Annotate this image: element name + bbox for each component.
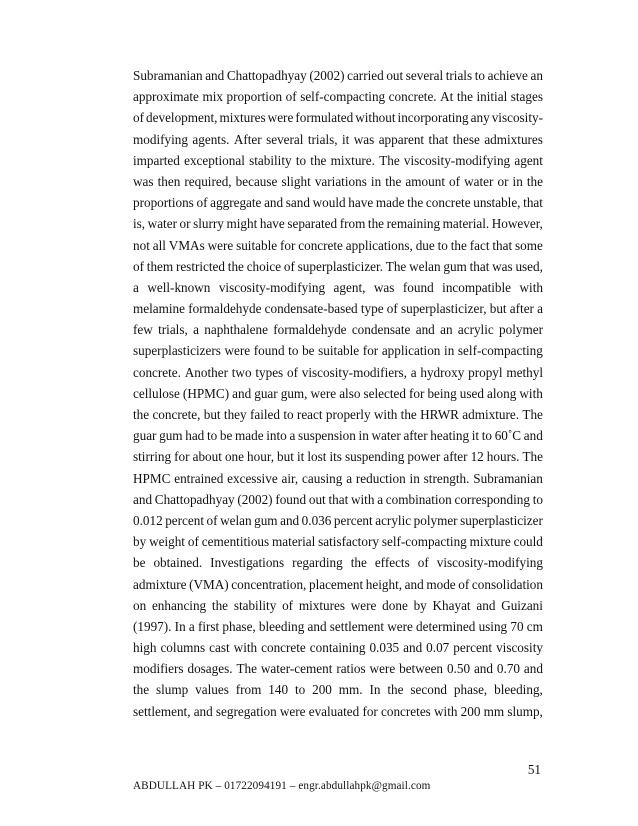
text-line: few trials, a naphthalene formaldehyde condensate and an acrylic polymer [133,322,543,338]
text-line: high columns cast with concrete containing 0.035 and 0.07 percent viscosity [133,640,543,656]
text-line: cellulose (HPMC) and guar gum, were also selected for being used along with [133,385,543,401]
text-line: is, water or slurry might have separated from the remaining material. However, [133,216,543,232]
text-line: a well-known viscosity-modifying agent, was found incompatible with [133,279,543,295]
text-line: settlement, and segregation were evaluated for concretes with 200 mm slump, [133,703,543,719]
text-line: melamine formaldehyde condensate-based type of superplasticizer, but after a [133,301,543,317]
text-line: was then required, because slight variations in the amount of water or in the [133,173,543,189]
body-paragraph [133,65,543,722]
text-line: of them restricted the choice of superplasticizer. The welan gum that was used, [133,258,543,274]
text-line: guar gum had to be made into a suspension in water after heating it to 60˚C and [133,428,543,444]
text-line: by weight of cementitious material satisfactory self-compacting mixture could [133,534,543,550]
text-line: be obtained. Investigations regarding the effects of viscosity-modifying [133,555,543,571]
text-line: stirring for about one hour, but it lost its suspending power after 12 hours. The [133,449,543,465]
text-line: the slump values from 140 to 200 mm. In the second phase, bleeding, [133,682,543,698]
text-line: approximate mix proportion of self-compacting concrete. At the initial stages [133,89,543,105]
text-line: superplasticizers were found to be suitable for application in self-compacting [133,343,543,359]
text-line: on enhancing the stability of mixtures were done by Khayat and Guizani [133,597,543,613]
text-line: and Chattopadhyay (2002) found out that with a combination corresponding to [133,491,543,507]
text-line: the concrete, but they failed to react properly with the HRWR admixture. The [133,407,543,422]
text-line: modifiers dosages. The water-cement ratios were between 0.50 and 0.70 and [133,661,543,677]
text-line: (1997). In a first phase, bleeding and settlement were determined using 70 cm [133,618,543,634]
text-line: modifying agents. After several trials, it was apparent that these admixtures [133,131,543,147]
text-line: not all VMAs were suitable for concrete applications, due to the fact that some [133,237,543,253]
text-line: imparted exceptional stability to the mixture. The viscosity-modifying agent [133,152,543,168]
page-number: 51 [527,762,541,777]
page-footer: ABDULLAH PK – 01722094191 – engr.abdullahpk@gmail.com [133,780,431,792]
text-line: concrete. Another two types of viscosity-modifiers, a hydroxy propyl methyl [133,364,543,380]
text-line: 0.012 percent of welan gum and 0.036 percent acrylic polymer superplasticizer [133,512,543,528]
text-line: proportions of aggregate and sand would have made the concrete unstable, that [133,195,543,211]
text-line: of development, mixtures were formulated without incorporating any viscosity- [133,110,543,126]
text-line: HPMC entrained excessive air, causing a reduction in strength. Subramanian [133,470,543,486]
text-line: admixture (VMA) concentration, placement height, and mode of consolidation [133,576,543,592]
text-line: Subramanian and Chattopadhyay (2002) carried out several trials to achieve an [133,68,543,83]
